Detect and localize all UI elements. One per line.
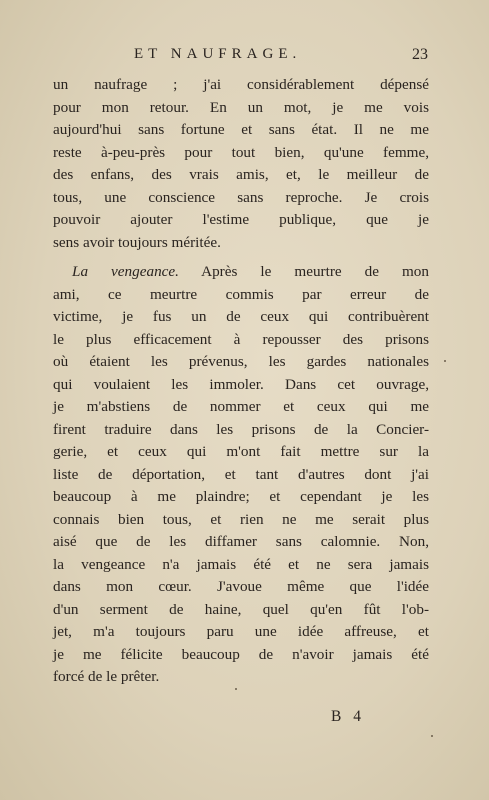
- paragraph-1: [53, 74, 429, 254]
- text-line: firent traduire dans les prisons de la Concier-: [53, 420, 429, 438]
- text-line: sens avoir toujours méritée.: [53, 233, 221, 251]
- text-line: jet, m'a toujours paru une idée affreuse, et: [53, 623, 429, 640]
- text-line: beaucoup à me plaindre; et cependant je les: [53, 488, 429, 505]
- page-number: 23: [412, 46, 428, 63]
- text-line: un naufrage ; j'ai considérablement dépensé: [53, 76, 429, 93]
- text-line: gerie, et ceux qui m'ont fait mettre sur la: [53, 443, 429, 460]
- text-line: pouvoir ajouter l'estime publique, que je: [53, 211, 429, 228]
- text-line: où étaient les prévenus, les gardes nationales: [53, 353, 429, 370]
- text-line: dans mon cœur. J'avoue même que l'idée: [53, 578, 429, 595]
- running-head: ET NAUFRAGE.: [134, 46, 302, 62]
- text-line: le plus efficacement à repousser des prisons: [53, 330, 429, 348]
- text-line: la vengeance n'a jamais été et ne sera jamais: [53, 555, 429, 573]
- paper-speck: [431, 735, 433, 737]
- text-line: je me félicite beaucoup de n'avoir jamais été: [53, 645, 429, 663]
- paper-speck: [235, 688, 237, 690]
- signature-mark: B 4: [331, 708, 365, 725]
- paper-speck: [444, 360, 446, 362]
- text-line: forcé de le prêter.: [53, 668, 160, 685]
- text-line: liste de déportation, et tant d'autres dont j'ai: [53, 465, 429, 483]
- text-line: victime, je fus un de ceux qui contribuèrent: [53, 308, 429, 325]
- text-line: aisé que de les diffamer sans calomnie. Non,: [53, 533, 429, 550]
- page-header: [58, 46, 428, 68]
- text-line: ami, ce meurtre commis par erreur de: [53, 285, 429, 303]
- text-line: des enfans, des vrais amis, et, le meilleur de: [53, 166, 429, 183]
- text-line: connais bien tous, et rien ne me serait plus: [53, 510, 429, 528]
- text-line: d'un serment de haine, quel qu'en fût l'ob-: [53, 600, 429, 618]
- body-text: [53, 74, 429, 689]
- text-line: tous, une conscience sans reproche. Je crois: [53, 188, 429, 206]
- text-line: je m'abstiens de nommer et ceux qui me: [53, 398, 429, 415]
- text-line: aujourd'hui sans fortune et sans état. Il ne me: [53, 121, 429, 138]
- text-line: qui voulaient les immoler. Dans cet ouvrage,: [53, 375, 429, 393]
- paragraph-gap: [53, 254, 429, 261]
- text-line: reste à-peu-près pour tout bien, qu'une femme,: [53, 143, 429, 161]
- paragraph-2: [53, 261, 429, 689]
- text-line: pour mon retour. En un mot, je me vois: [53, 98, 429, 116]
- first-line-text: Après le meurtre de mon: [201, 263, 429, 280]
- section-heading: La vengeance.: [72, 263, 179, 280]
- text-line-first: [53, 261, 429, 284]
